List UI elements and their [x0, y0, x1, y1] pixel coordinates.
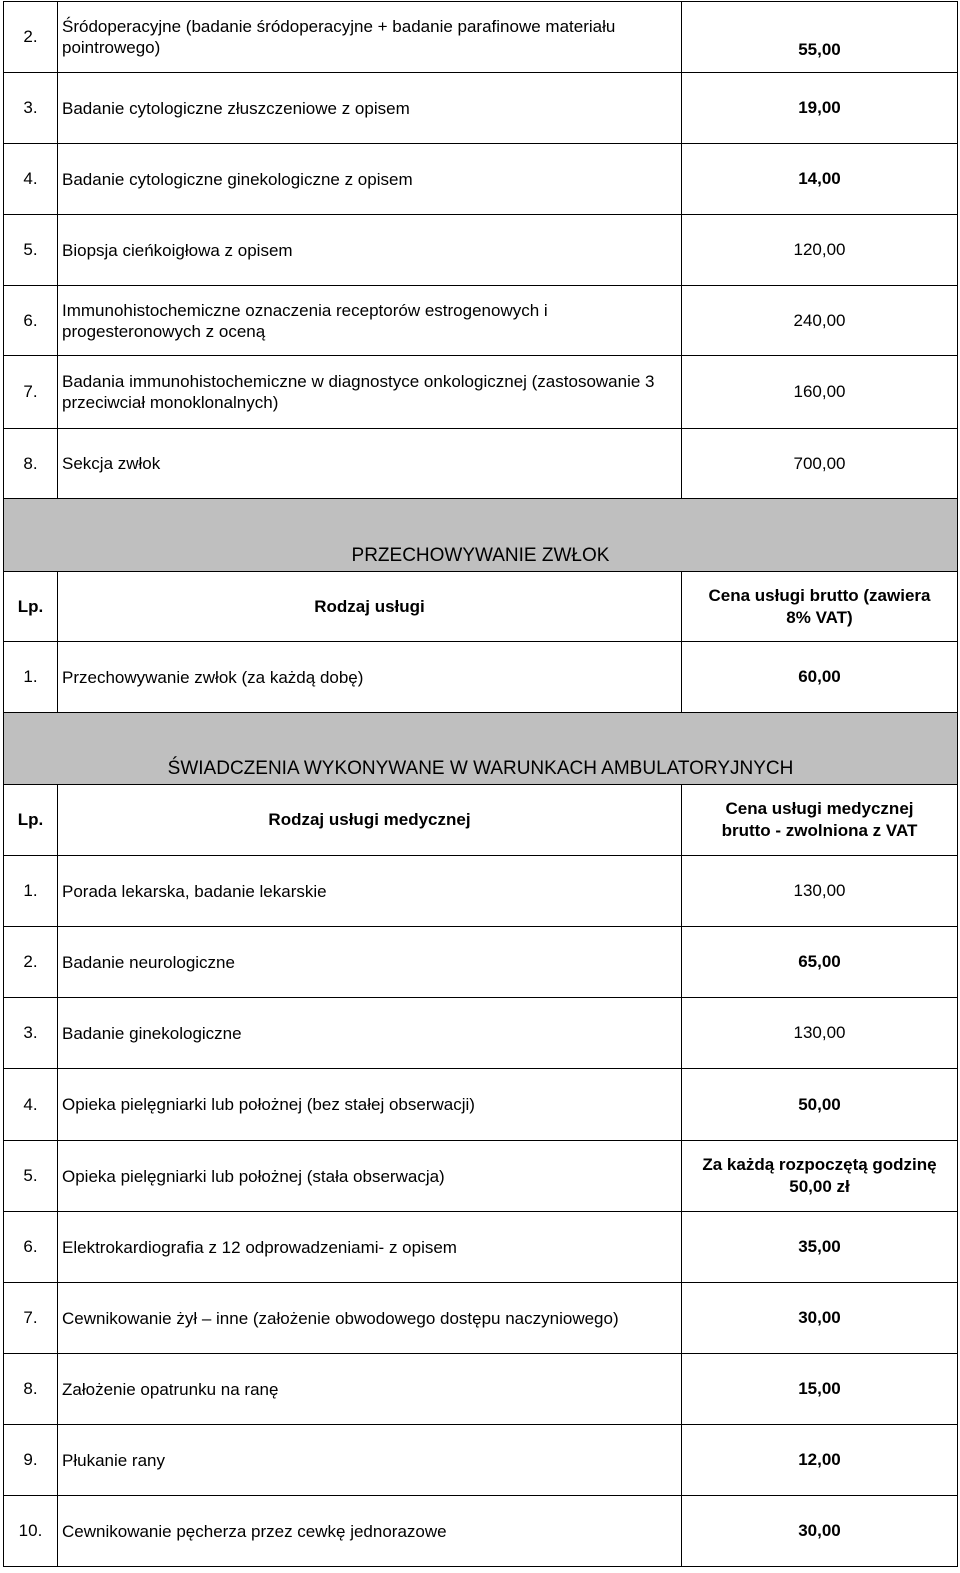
service-price: 12,00 — [682, 1425, 958, 1496]
service-name: Badanie cytologiczne złuszczeniowe z opisem — [58, 73, 682, 144]
table-header — [4, 785, 958, 856]
service-name: Opieka pielęgniarki lub położnej (bez stałej obserwacji) — [58, 1069, 682, 1141]
table-row — [4, 144, 958, 215]
service-price: 700,00 — [682, 429, 958, 499]
col-price-header: Cena usługi medycznej brutto - zwolniona z VAT — [682, 785, 958, 856]
service-price: 30,00 — [682, 1496, 958, 1567]
service-name: Założenie opatrunku na ranę — [58, 1354, 682, 1425]
row-number: 7. — [4, 356, 58, 429]
service-name: Badanie neurologiczne — [58, 927, 682, 998]
table-row — [4, 1069, 958, 1141]
service-name: Śródoperacyjne (badanie śródoperacyjne + badanie parafinowe materiału pointrowego) — [58, 2, 682, 73]
row-number: 10. — [4, 1496, 58, 1567]
service-price: 65,00 — [682, 927, 958, 998]
service-price: 55,00 — [682, 2, 958, 73]
table-row — [4, 927, 958, 998]
row-number: 6. — [4, 286, 58, 356]
service-name: Płukanie rany — [58, 1425, 682, 1496]
table-row — [4, 429, 958, 499]
table-row — [4, 1212, 958, 1283]
service-price: 130,00 — [682, 856, 958, 927]
section-title: PRZECHOWYWANIE ZWŁOK — [4, 499, 958, 572]
section-title: ŚWIADCZENIA WYKONYWANE W WARUNKACH AMBULATORYJNYCH — [4, 713, 958, 785]
table-row — [4, 356, 958, 429]
service-name: Opieka pielęgniarki lub położnej (stała obserwacja) — [58, 1141, 682, 1212]
table-row — [4, 1141, 958, 1212]
service-name: Immunohistochemiczne oznaczenia receptorów estrogenowych i progesteronowych z oceną — [58, 286, 682, 356]
table-row — [4, 2, 958, 73]
service-name: Badanie cytologiczne ginekologiczne z opisem — [58, 144, 682, 215]
row-number: 3. — [4, 998, 58, 1069]
table-row — [4, 1425, 958, 1496]
service-price: 240,00 — [682, 286, 958, 356]
row-number: 1. — [4, 856, 58, 927]
table-row — [4, 215, 958, 286]
service-price: 60,00 — [682, 642, 958, 713]
table-row — [4, 642, 958, 713]
row-number: 2. — [4, 2, 58, 73]
row-number: 4. — [4, 1069, 58, 1141]
row-number: 7. — [4, 1283, 58, 1354]
service-price: 120,00 — [682, 215, 958, 286]
table-row — [4, 998, 958, 1069]
row-number: 8. — [4, 1354, 58, 1425]
row-number: 5. — [4, 1141, 58, 1212]
service-price: 35,00 — [682, 1212, 958, 1283]
price-table — [3, 1, 958, 1567]
col-lp-header: Lp. — [4, 785, 58, 856]
row-number: 5. — [4, 215, 58, 286]
price-list-document — [3, 1, 957, 1567]
service-name: Sekcja zwłok — [58, 429, 682, 499]
service-price: 19,00 — [682, 73, 958, 144]
table-header — [4, 572, 958, 642]
table-row — [4, 73, 958, 144]
table-row — [4, 1496, 958, 1567]
row-number: 8. — [4, 429, 58, 499]
service-price: 14,00 — [682, 144, 958, 215]
service-price: Za każdą rozpoczętą godzinę 50,00 zł — [682, 1141, 958, 1212]
service-name: Badanie ginekologiczne — [58, 998, 682, 1069]
service-price: 30,00 — [682, 1283, 958, 1354]
service-name: Przechowywanie zwłok (za każdą dobę) — [58, 642, 682, 713]
col-price-header: Cena usługi brutto (zawiera 8% VAT) — [682, 572, 958, 642]
service-price: 15,00 — [682, 1354, 958, 1425]
section-band-storage — [4, 499, 958, 572]
service-name: Porada lekarska, badanie lekarskie — [58, 856, 682, 927]
row-number: 9. — [4, 1425, 58, 1496]
col-type-header: Rodzaj usługi — [58, 572, 682, 642]
table-row — [4, 856, 958, 927]
service-price: 130,00 — [682, 998, 958, 1069]
col-type-header: Rodzaj usługi medycznej — [58, 785, 682, 856]
row-number: 1. — [4, 642, 58, 713]
service-price: 160,00 — [682, 356, 958, 429]
service-price: 50,00 — [682, 1069, 958, 1141]
row-number: 2. — [4, 927, 58, 998]
section-band-ambulatory — [4, 713, 958, 785]
service-name: Elektrokardiografia z 12 odprowadzeniami- z opisem — [58, 1212, 682, 1283]
table-row — [4, 1354, 958, 1425]
row-number: 4. — [4, 144, 58, 215]
row-number: 6. — [4, 1212, 58, 1283]
service-name: Cewnikowanie pęcherza przez cewkę jednorazowe — [58, 1496, 682, 1567]
service-name: Biopsja cieńkoigłowa z opisem — [58, 215, 682, 286]
col-lp-header: Lp. — [4, 572, 58, 642]
row-number: 3. — [4, 73, 58, 144]
service-name: Cewnikowanie żył – inne (założenie obwodowego dostępu naczyniowego) — [58, 1283, 682, 1354]
table-row — [4, 1283, 958, 1354]
service-name: Badania immunohistochemiczne w diagnostyce onkologicznej (zastosowanie 3 przeciwciał monoklonalnych) — [58, 356, 682, 429]
table-row — [4, 286, 958, 356]
